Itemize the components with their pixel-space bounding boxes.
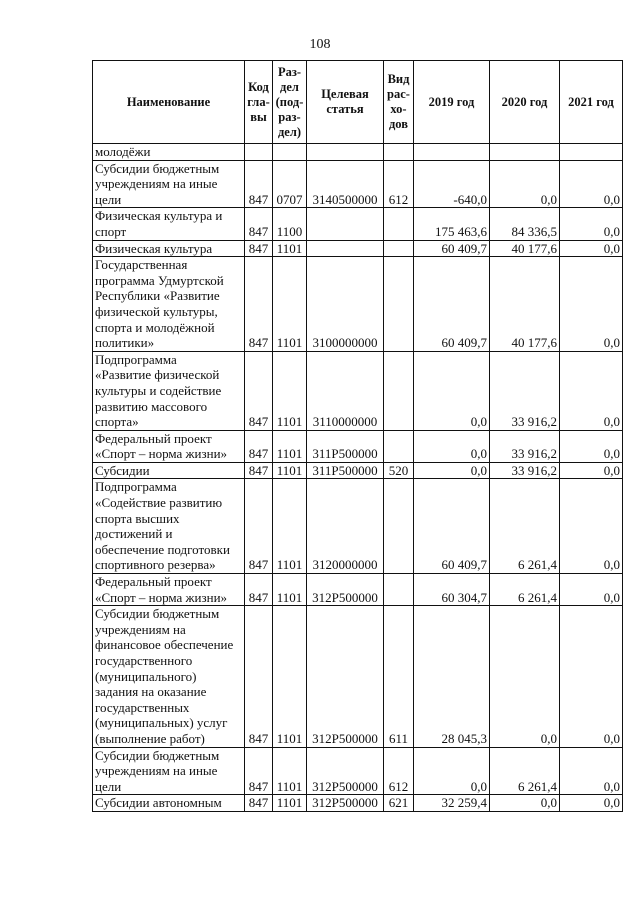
row-target: 312P500000 xyxy=(307,747,384,795)
header-type: Вид рас- хо- дов xyxy=(384,61,414,144)
row-value-2021: 0,0 xyxy=(560,606,623,747)
row-type xyxy=(384,430,414,462)
row-code: 847 xyxy=(245,747,273,795)
row-type xyxy=(384,257,414,352)
row-type: 612 xyxy=(384,747,414,795)
row-section: 0707 xyxy=(273,160,307,208)
row-value-2019: 60 409,7 xyxy=(414,240,490,257)
row-code: 847 xyxy=(245,257,273,352)
row-name: молодёжи xyxy=(93,144,245,161)
row-value-2020 xyxy=(490,144,560,161)
row-type xyxy=(384,351,414,430)
row-target: 3100000000 xyxy=(307,257,384,352)
row-section: 1101 xyxy=(273,606,307,747)
row-name: Физическая культура xyxy=(93,240,245,257)
table-row xyxy=(93,747,623,795)
table-row xyxy=(93,257,623,352)
row-value-2020: 33 916,2 xyxy=(490,351,560,430)
row-target: 312P500000 xyxy=(307,574,384,606)
row-value-2021: 0,0 xyxy=(560,795,623,812)
row-type xyxy=(384,240,414,257)
row-value-2019: 0,0 xyxy=(414,430,490,462)
row-section: 1101 xyxy=(273,747,307,795)
row-name: Субсидии автономным xyxy=(93,795,245,812)
row-target: 312P500000 xyxy=(307,606,384,747)
row-type xyxy=(384,479,414,574)
row-section xyxy=(273,144,307,161)
row-target xyxy=(307,208,384,240)
row-code: 847 xyxy=(245,351,273,430)
row-section: 1100 xyxy=(273,208,307,240)
row-value-2020: 0,0 xyxy=(490,606,560,747)
row-section: 1101 xyxy=(273,351,307,430)
row-type: 621 xyxy=(384,795,414,812)
row-code: 847 xyxy=(245,430,273,462)
row-value-2021: 0,0 xyxy=(560,257,623,352)
table-row xyxy=(93,479,623,574)
row-value-2021: 0,0 xyxy=(560,574,623,606)
row-type xyxy=(384,144,414,161)
table-row xyxy=(93,144,623,161)
row-code xyxy=(245,144,273,161)
header-code: Код гла- вы xyxy=(245,61,273,144)
table-row xyxy=(93,606,623,747)
row-value-2019: 32 259,4 xyxy=(414,795,490,812)
row-section: 1101 xyxy=(273,430,307,462)
row-value-2020: 6 261,4 xyxy=(490,479,560,574)
row-target xyxy=(307,144,384,161)
row-value-2020: 6 261,4 xyxy=(490,747,560,795)
table-row xyxy=(93,430,623,462)
header-2019: 2019 год xyxy=(414,61,490,144)
row-section: 1101 xyxy=(273,462,307,479)
row-value-2021: 0,0 xyxy=(560,208,623,240)
row-value-2021 xyxy=(560,144,623,161)
row-target: 3120000000 xyxy=(307,479,384,574)
row-target: 311P500000 xyxy=(307,430,384,462)
row-section: 1101 xyxy=(273,795,307,812)
row-value-2021: 0,0 xyxy=(560,351,623,430)
row-code: 847 xyxy=(245,606,273,747)
row-value-2019: 60 409,7 xyxy=(414,479,490,574)
row-code: 847 xyxy=(245,462,273,479)
table-row xyxy=(93,351,623,430)
row-value-2021: 0,0 xyxy=(560,430,623,462)
row-value-2020: 6 261,4 xyxy=(490,574,560,606)
table-row xyxy=(93,160,623,208)
table-header-row xyxy=(93,61,623,144)
row-name: Субсидии xyxy=(93,462,245,479)
table-body xyxy=(93,144,623,812)
page-number: 108 xyxy=(309,37,331,52)
row-target: 311P500000 xyxy=(307,462,384,479)
row-section: 1101 xyxy=(273,257,307,352)
row-target: 3110000000 xyxy=(307,351,384,430)
row-value-2019: 0,0 xyxy=(414,351,490,430)
row-type: 520 xyxy=(384,462,414,479)
row-name: Субсидии бюджетным учреждениям на финансовое обеспечение государственного (муниципального) задания на оказание государственных (муниципальных) услуг (выполнение работ) xyxy=(93,606,245,747)
row-value-2021: 0,0 xyxy=(560,160,623,208)
row-target: 312P500000 xyxy=(307,795,384,812)
header-target: Целевая статья xyxy=(307,61,384,144)
header-section: Раз- дел (под- раз- дел) xyxy=(273,61,307,144)
row-value-2021: 0,0 xyxy=(560,462,623,479)
row-value-2019: 175 463,6 xyxy=(414,208,490,240)
row-code: 847 xyxy=(245,208,273,240)
row-name: Подпрограмма «Развитие физической культуры и содействие развитию массового спорта» xyxy=(93,351,245,430)
row-value-2020: 0,0 xyxy=(490,160,560,208)
row-value-2020: 84 336,5 xyxy=(490,208,560,240)
row-name: Субсидии бюджетным учреждениям на иные цели xyxy=(93,160,245,208)
row-code: 847 xyxy=(245,240,273,257)
row-value-2021: 0,0 xyxy=(560,240,623,257)
row-name: Федеральный проект «Спорт – норма жизни» xyxy=(93,574,245,606)
row-section: 1101 xyxy=(273,479,307,574)
row-value-2021: 0,0 xyxy=(560,479,623,574)
row-type: 612 xyxy=(384,160,414,208)
row-type: 611 xyxy=(384,606,414,747)
row-target xyxy=(307,240,384,257)
table-row xyxy=(93,240,623,257)
row-value-2020: 33 916,2 xyxy=(490,430,560,462)
row-code: 847 xyxy=(245,160,273,208)
row-value-2020: 40 177,6 xyxy=(490,240,560,257)
row-name: Государственная программа Удмуртской Республики «Развитие физической культуры, спорта и молодёжной политики» xyxy=(93,257,245,352)
row-value-2019: 60 304,7 xyxy=(414,574,490,606)
budget-table xyxy=(92,60,623,812)
row-value-2019: -640,0 xyxy=(414,160,490,208)
row-type xyxy=(384,574,414,606)
row-name: Физическая культура и спорт xyxy=(93,208,245,240)
row-name: Субсидии бюджетным учреждениям на иные цели xyxy=(93,747,245,795)
header-2020: 2020 год xyxy=(490,61,560,144)
row-value-2019 xyxy=(414,144,490,161)
row-code: 847 xyxy=(245,795,273,812)
row-value-2020: 33 916,2 xyxy=(490,462,560,479)
row-value-2019: 0,0 xyxy=(414,462,490,479)
row-value-2019: 60 409,7 xyxy=(414,257,490,352)
table-row xyxy=(93,462,623,479)
row-name: Подпрограмма «Содействие развитию спорта высших достижений и обеспечение подготовки спортивного резерва» xyxy=(93,479,245,574)
row-section: 1101 xyxy=(273,574,307,606)
header-2021: 2021 год xyxy=(560,61,623,144)
row-value-2019: 28 045,3 xyxy=(414,606,490,747)
header-name: Наименование xyxy=(93,61,245,144)
row-value-2020: 0,0 xyxy=(490,795,560,812)
table-row xyxy=(93,208,623,240)
row-value-2020: 40 177,6 xyxy=(490,257,560,352)
row-value-2021: 0,0 xyxy=(560,747,623,795)
row-type xyxy=(384,208,414,240)
table-row xyxy=(93,795,623,812)
row-code: 847 xyxy=(245,479,273,574)
row-value-2019: 0,0 xyxy=(414,747,490,795)
row-section: 1101 xyxy=(273,240,307,257)
row-name: Федеральный проект «Спорт – норма жизни» xyxy=(93,430,245,462)
row-target: 3140500000 xyxy=(307,160,384,208)
table-row xyxy=(93,574,623,606)
row-code: 847 xyxy=(245,574,273,606)
